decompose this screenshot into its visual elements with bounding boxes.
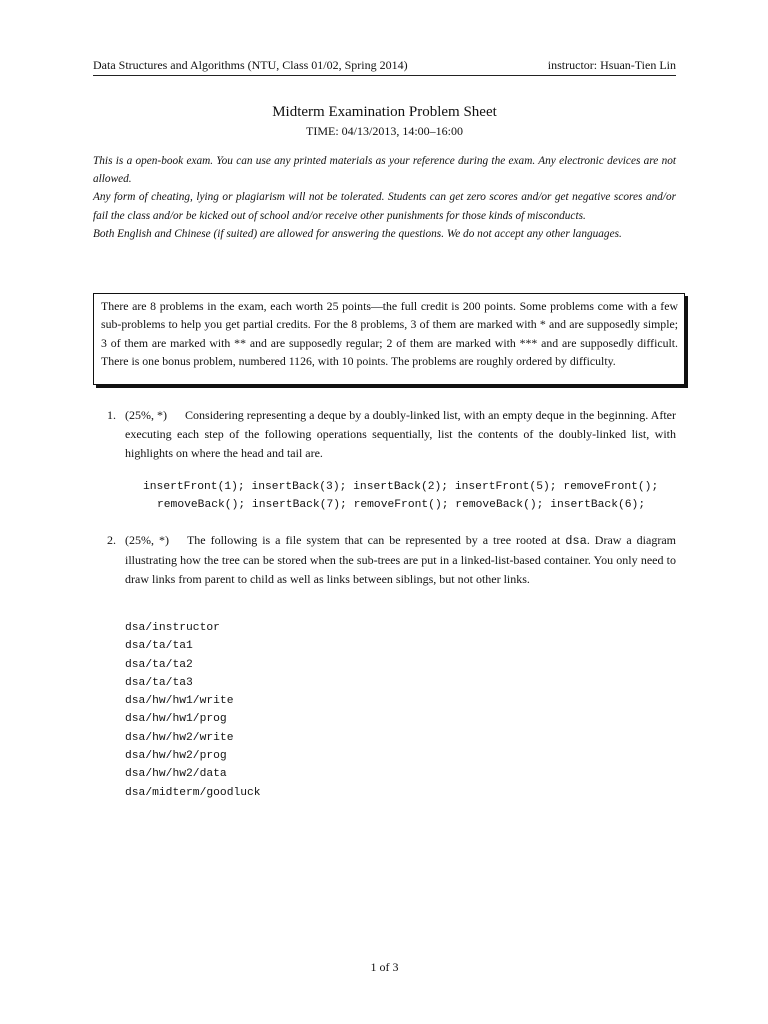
code-line: insertFront(1); insertBack(3); insertBack(2); insertFront(5); removeFront(); — [143, 481, 659, 493]
problem-tag: (25%, *) — [125, 408, 168, 422]
page-header — [93, 58, 676, 72]
scoring-notice-box: There are 8 problems in the exam, each worth 25 points—the full credit is 200 points. Some problems come with a few sub-problems to help you get partial credits. For the 8 problems, 3 of them are marked with * and are supposedly simple; 3 of them are marked with ** and are supposedly regular; 2 of them are marked with *** and are supposedly difficult. There is one bonus problem, numbered 1126, with 10 points. The problems are roughly ordered by difficulty. — [93, 293, 685, 385]
path-line: dsa/hw/hw2/prog — [125, 750, 227, 763]
path-line: dsa/ta/ta2 — [125, 658, 193, 671]
exam-rules — [93, 152, 676, 243]
header-rule — [93, 75, 676, 76]
inline-code-dsa: dsa — [565, 534, 587, 548]
path-line: dsa/hw/hw1/write — [125, 695, 234, 708]
problem-2 — [107, 531, 676, 589]
problem-1 — [107, 406, 676, 463]
path-line: dsa/hw/hw2/write — [125, 731, 234, 744]
instructor-name: instructor: Hsuan-Tien Lin — [547, 58, 676, 72]
path-line: dsa/midterm/goodluck — [125, 786, 261, 799]
page-number: 1 of 3 — [370, 960, 399, 974]
problem-tag: (25%, *) — [125, 533, 169, 547]
problem-text: The following is a file system that can be represented by a tree rooted at — [186, 533, 566, 547]
path-line: dsa/ta/ta1 — [125, 640, 193, 653]
file-system-paths — [125, 619, 261, 802]
path-line: dsa/hw/hw1/prog — [125, 713, 227, 726]
problem-number: 2. — [107, 533, 116, 547]
rule-languages: Both English and Chinese (if suited) are allowed for answering the questions. We do not accept any other languages. — [93, 227, 622, 240]
path-line: dsa/instructor — [125, 622, 220, 634]
problem-number: 1. — [107, 408, 116, 422]
course-title: Data Structures and Algorithms (NTU, Class 01/02, Spring 2014) — [93, 58, 408, 72]
path-line: dsa/hw/hw2/data — [125, 768, 227, 781]
exam-title: Midterm Examination Problem Sheet — [272, 104, 497, 120]
exam-time: TIME: 04/13/2013, 14:00–16:00 — [306, 124, 463, 138]
problem-text-cont: . Draw a diagram illustrating how the tree can be stored when the sub-trees are put in a linked-list-based container. You only need to draw links from parent to child as well as links between siblings, but not other links. — [125, 533, 677, 586]
path-line: dsa/ta/ta3 — [125, 676, 193, 689]
problem-text: Considering representing a deque by a doubly-linked list, with an empty deque in the beginning. After executing each step of the following operations sequentially, list the contents of the doubly-linked list, with highlights on where the head and tail are. — [125, 408, 676, 460]
rule-cheating: Any form of cheating, lying or plagiarism will not be tolerated. Students can get zero scores and/or get negative scores and/or fail the class and/or be kicked out of school and/or receive other punishments for those kinds of misconducts. — [93, 191, 676, 222]
code-line: removeBack(); insertBack(7); removeFront(); removeBack(); insertBack(6); — [157, 499, 646, 511]
deque-operations-code — [143, 478, 683, 514]
rule-open-book: This is a open-book exam. You can use any printed materials as your reference during the exam. Any electronic devices are not allowed. — [93, 155, 676, 186]
